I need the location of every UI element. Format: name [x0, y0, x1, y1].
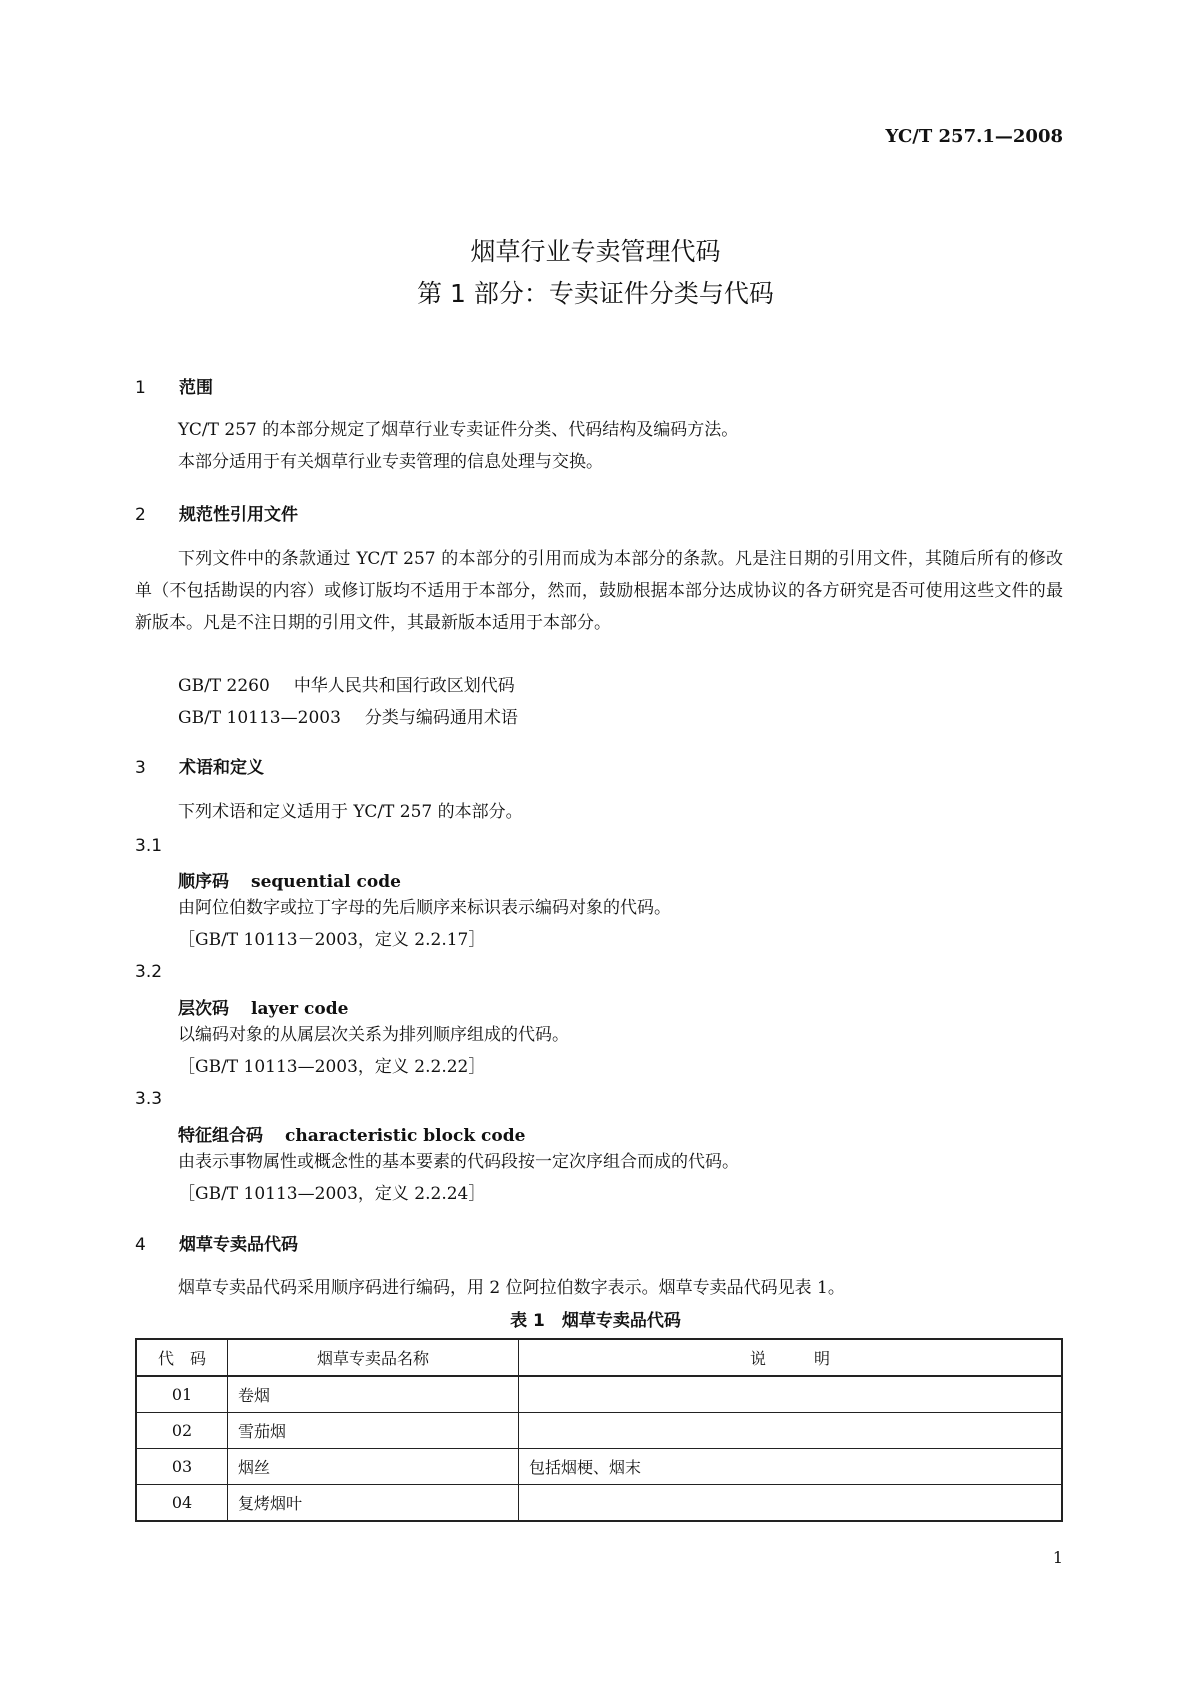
name-cell: 烟丝 — [228, 1449, 519, 1485]
paragraph: 下列文件中的条款通过 YC/T 257 的本部分的引用而成为本部分的条款。凡是注日期的引用文件，其随后所有的修改单（不包括勘误的内容）或修订版均不适用于本部分，然而，鼓励根据本部分达成协议的各方研究是否可使用这些文件的最新版本。凡是不注日期的引用文件，其最新版本适用于本部分。 — [135, 549, 1063, 633]
paragraph: YC/T 257 的本部分规定了烟草行业专卖证件分类、代码结构及编码方法。 — [178, 420, 739, 440]
term-title: 顺序码 sequential code — [178, 872, 401, 892]
paragraph: 下列术语和定义适用于 YC/T 257 的本部分。 — [178, 802, 523, 822]
table-row — [136, 1449, 1062, 1485]
page-number: 1 — [1052, 1548, 1063, 1567]
term-definition: 以编码对象的从属层次关系为排列顺序组成的代码。 — [178, 1025, 569, 1045]
term-number: 3.2 — [135, 962, 163, 982]
table-row — [136, 1376, 1062, 1413]
section-4-heading: 4 烟草专卖品代码 — [135, 1235, 298, 1255]
term-title: 特征组合码 characteristic block code — [178, 1126, 526, 1146]
paragraph: 烟草专卖品代码采用顺序码进行编码，用 2 位阿拉伯数字表示。烟草专卖品代码见表 1。 — [178, 1278, 845, 1298]
paragraph: 本部分适用于有关烟草行业专卖管理的信息处理与交换。 — [178, 452, 603, 472]
section-1-heading: 1 范围 — [135, 378, 213, 398]
section-2-heading: 2 规范性引用文件 — [135, 505, 298, 525]
doc-subtitle: 第 1 部分：专卖证件分类与代码 — [417, 279, 774, 308]
note-cell — [519, 1376, 1063, 1413]
section-3-heading: 3 术语和定义 — [135, 758, 264, 778]
product-code-table — [135, 1338, 1063, 1522]
code-cell: 02 — [136, 1413, 228, 1449]
table-caption: 表 1 烟草专卖品代码 — [510, 1311, 681, 1331]
term-definition: 由阿位伯数字或拉丁字母的先后顺序来标识表示编码对象的代码。 — [178, 898, 671, 918]
term-source: ［GB/T 10113—2003，定义 2.2.24］ — [178, 1184, 486, 1204]
term-source: ［GB/T 10113－2003，定义 2.2.17］ — [178, 930, 486, 950]
reference-item: GB/T 10113—2003 分类与编码通用术语 — [178, 708, 518, 728]
term-number: 3.1 — [135, 836, 163, 856]
table-row — [136, 1485, 1062, 1522]
note-cell: 包括烟梗、烟末 — [519, 1449, 1063, 1485]
name-cell: 雪茄烟 — [228, 1413, 519, 1449]
standard-number: YC/T 257.1—2008 — [885, 126, 1063, 147]
table-row — [136, 1413, 1062, 1449]
name-cell: 复烤烟叶 — [228, 1485, 519, 1522]
note-cell — [519, 1413, 1063, 1449]
term-number: 3.3 — [135, 1089, 163, 1109]
code-cell: 03 — [136, 1449, 228, 1485]
term-definition: 由表示事物属性或概念性的基本要素的代码段按一定次序组合而成的代码。 — [178, 1152, 739, 1172]
note-cell — [519, 1485, 1063, 1522]
term-title: 层次码 layer code — [178, 999, 349, 1019]
name-cell: 卷烟 — [228, 1376, 519, 1413]
reference-item: GB/T 2260 中华人民共和国行政区划代码 — [178, 676, 515, 696]
code-cell: 04 — [136, 1485, 228, 1522]
column-header: 代 码 — [136, 1339, 228, 1376]
column-header: 烟草专卖品名称 — [228, 1339, 519, 1376]
column-header: 说 明 — [519, 1339, 1063, 1376]
code-cell: 01 — [136, 1376, 228, 1413]
term-source: ［GB/T 10113—2003，定义 2.2.22］ — [178, 1057, 486, 1077]
doc-title: 烟草行业专卖管理代码 — [470, 237, 721, 266]
